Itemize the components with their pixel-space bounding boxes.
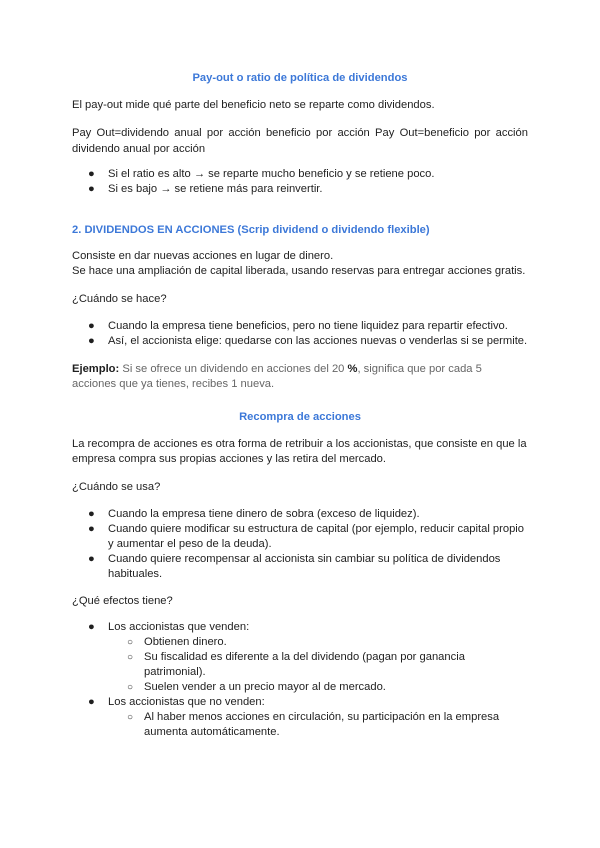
- recompra-effects-list: [72, 620, 528, 740]
- list-item: ● Los accionistas que no venden:: [88, 696, 265, 708]
- list-item: ● Cuando la empresa tiene beneficios, pero no tiene liquidez para repartir efectivo.: [88, 320, 508, 332]
- scrip-example: Ejemplo: Si se ofrece un dividendo en acciones del 20 %, significa que por cada 5 acciones que ya tienes, recibes 1 nueva.: [72, 363, 482, 390]
- list-item: ○ Al haber menos acciones en circulación, su participación en la empresa aumenta automáticamente.: [127, 711, 500, 738]
- list-item: ● Si el ratio es alto → se reparte mucho beneficio y se retiene poco.: [88, 168, 435, 180]
- payout-intro: El pay-out mide qué parte del beneficio neto se reparte como dividendos.: [72, 99, 435, 111]
- example-label: Ejemplo:: [72, 363, 120, 375]
- list-item: ● Cuando quiere modificar su estructura de capital (por ejemplo, reducir capital propio y aumentar el peso de la deuda).: [88, 523, 525, 550]
- list-item: ● Si es bajo → se retiene más para reinvertir.: [88, 183, 323, 195]
- list-item: ○ Obtienen dinero.: [127, 636, 227, 648]
- scrip-line-2: Se hace una ampliación de capital liberada, usando reservas para entregar acciones gratis.: [72, 265, 526, 277]
- list-item: ● Cuando la empresa tiene dinero de sobra (exceso de liquidez).: [88, 508, 420, 520]
- payout-formula: Pay Out=dividendo anual por acción beneficio por acción Pay Out=beneficio por acción dividendo anual por acción: [72, 127, 528, 155]
- payout-heading: Pay-out o ratio de política de dividendos: [192, 72, 408, 84]
- recompra-intro: La recompra de acciones es otra forma de retribuir a los accionistas, que consiste en que la empresa compra sus propias acciones y las retira del mercado.: [72, 438, 527, 465]
- list-item: ● Los accionistas que venden:: [88, 621, 250, 633]
- scrip-bullet-list: [72, 319, 528, 349]
- list-item: ○ Suelen vender a un precio mayor al de mercado.: [127, 681, 386, 693]
- list-item: ○ Su fiscalidad es diferente a la del dividendo (pagan por ganancia patrimonial).: [127, 651, 465, 678]
- list-item: ● Así, el accionista elige: quedarse con las acciones nuevas o venderlas si se permite.: [88, 335, 528, 347]
- recompra-question-effects: ¿Qué efectos tiene?: [72, 595, 173, 607]
- scrip-line-1: Consiste en dar nuevas acciones en lugar de dinero.: [72, 250, 334, 262]
- recompra-uses-list: [72, 507, 528, 582]
- payout-bullet-list: [72, 167, 528, 197]
- scrip-question: ¿Cuándo se hace?: [72, 293, 167, 305]
- recompra-heading: Recompra de acciones: [239, 411, 361, 423]
- scrip-heading: 2. DIVIDENDOS EN ACCIONES (Scrip dividend o dividendo flexible): [72, 224, 430, 236]
- list-item: ● Cuando quiere recompensar al accionista sin cambiar su política de dividendos habituales.: [88, 553, 501, 580]
- recompra-question-uses: ¿Cuándo se usa?: [72, 481, 161, 493]
